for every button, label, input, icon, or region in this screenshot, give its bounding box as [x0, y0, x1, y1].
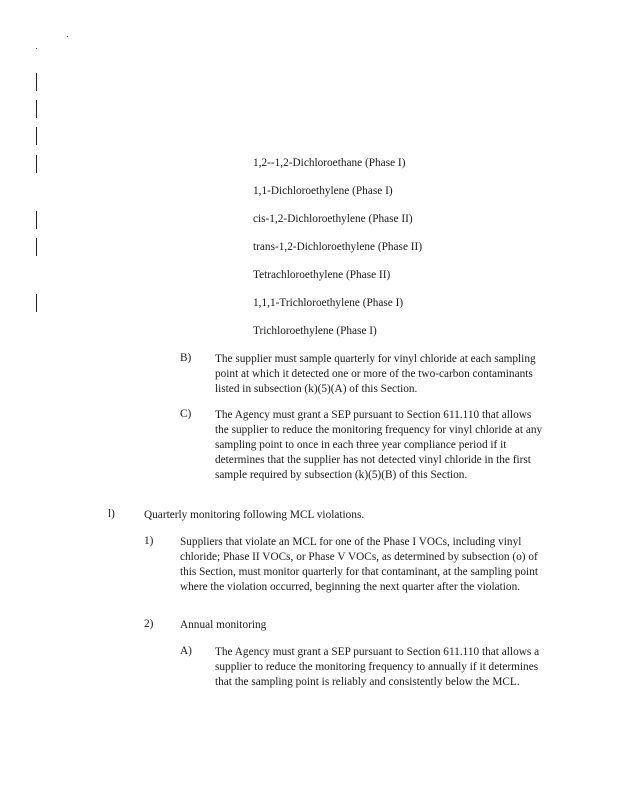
revision-bar: [36, 100, 37, 118]
section-heading-l: Quarterly monitoring following MCL violations.: [144, 509, 365, 521]
section-label-l: l): [108, 508, 115, 520]
revision-bar: [36, 238, 37, 256]
chemical-item: 1,1-Dichloroethylene (Phase I): [253, 185, 393, 197]
revision-bar: [36, 294, 37, 312]
item-label-l1: 1): [144, 535, 154, 547]
revision-bar: [36, 127, 37, 145]
item-text-c: The Agency must grant a SEP pursuant to Section 611.110 that allows the supplier to reduce the monitoring frequency for vinyl chloride at any sampling point to once in each three year compliance period if it determines that the supplier has not detected vinyl chloride in the first sample required by subsection (k)(5)(B) of this Section.: [215, 409, 543, 481]
item-label-l2: 2): [144, 618, 154, 630]
chemical-item: cis-1,2-Dichloroethylene (Phase II): [253, 213, 413, 225]
scan-mark: [67, 36, 68, 37]
item-text-l2: Annual monitoring: [180, 619, 267, 631]
item-label-c: C): [180, 408, 192, 420]
revision-bar: [36, 155, 37, 173]
chemical-item: trans-1,2-Dichloroethylene (Phase II): [253, 241, 423, 253]
item-text-b: The supplier must sample quarterly for vinyl chloride at each sampling point at which it detected one or more of the two-carbon contaminants listed in subsection (k)(5)(A) of this Section.: [215, 353, 536, 395]
chemical-item: 1,1,1-Trichloroethylene (Phase I): [253, 297, 404, 309]
item-label-l2a: A): [180, 645, 192, 657]
chemical-item: 1,2-‑1,2-Dichloroethane (Phase I): [253, 157, 406, 169]
item-label-b: B): [180, 352, 192, 364]
scan-mark: [36, 48, 37, 49]
chemical-item: Tetrachloroethylene (Phase II): [253, 269, 391, 281]
revision-bar: [36, 211, 37, 229]
revision-bar: [36, 73, 37, 91]
item-text-l1: Suppliers that violate an MCL for one of the Phase I VOCs, including vinyl chloride; Phase II VOCs, or Phase V VOCs, as determined by subsection (o) of this Section, must monitor quarterly for that contaminant, at the sampling point where the violation occurred, beginning the next quarter after the violation.: [180, 536, 538, 593]
item-text-l2a: The Agency must grant a SEP pursuant to Section 611.110 that allows a supplier to reduce the monitoring frequency to annually if it determines that the sampling point is reliably and consistently below the MCL.: [215, 646, 540, 688]
chemical-item: Trichloroethylene (Phase I): [253, 325, 377, 337]
